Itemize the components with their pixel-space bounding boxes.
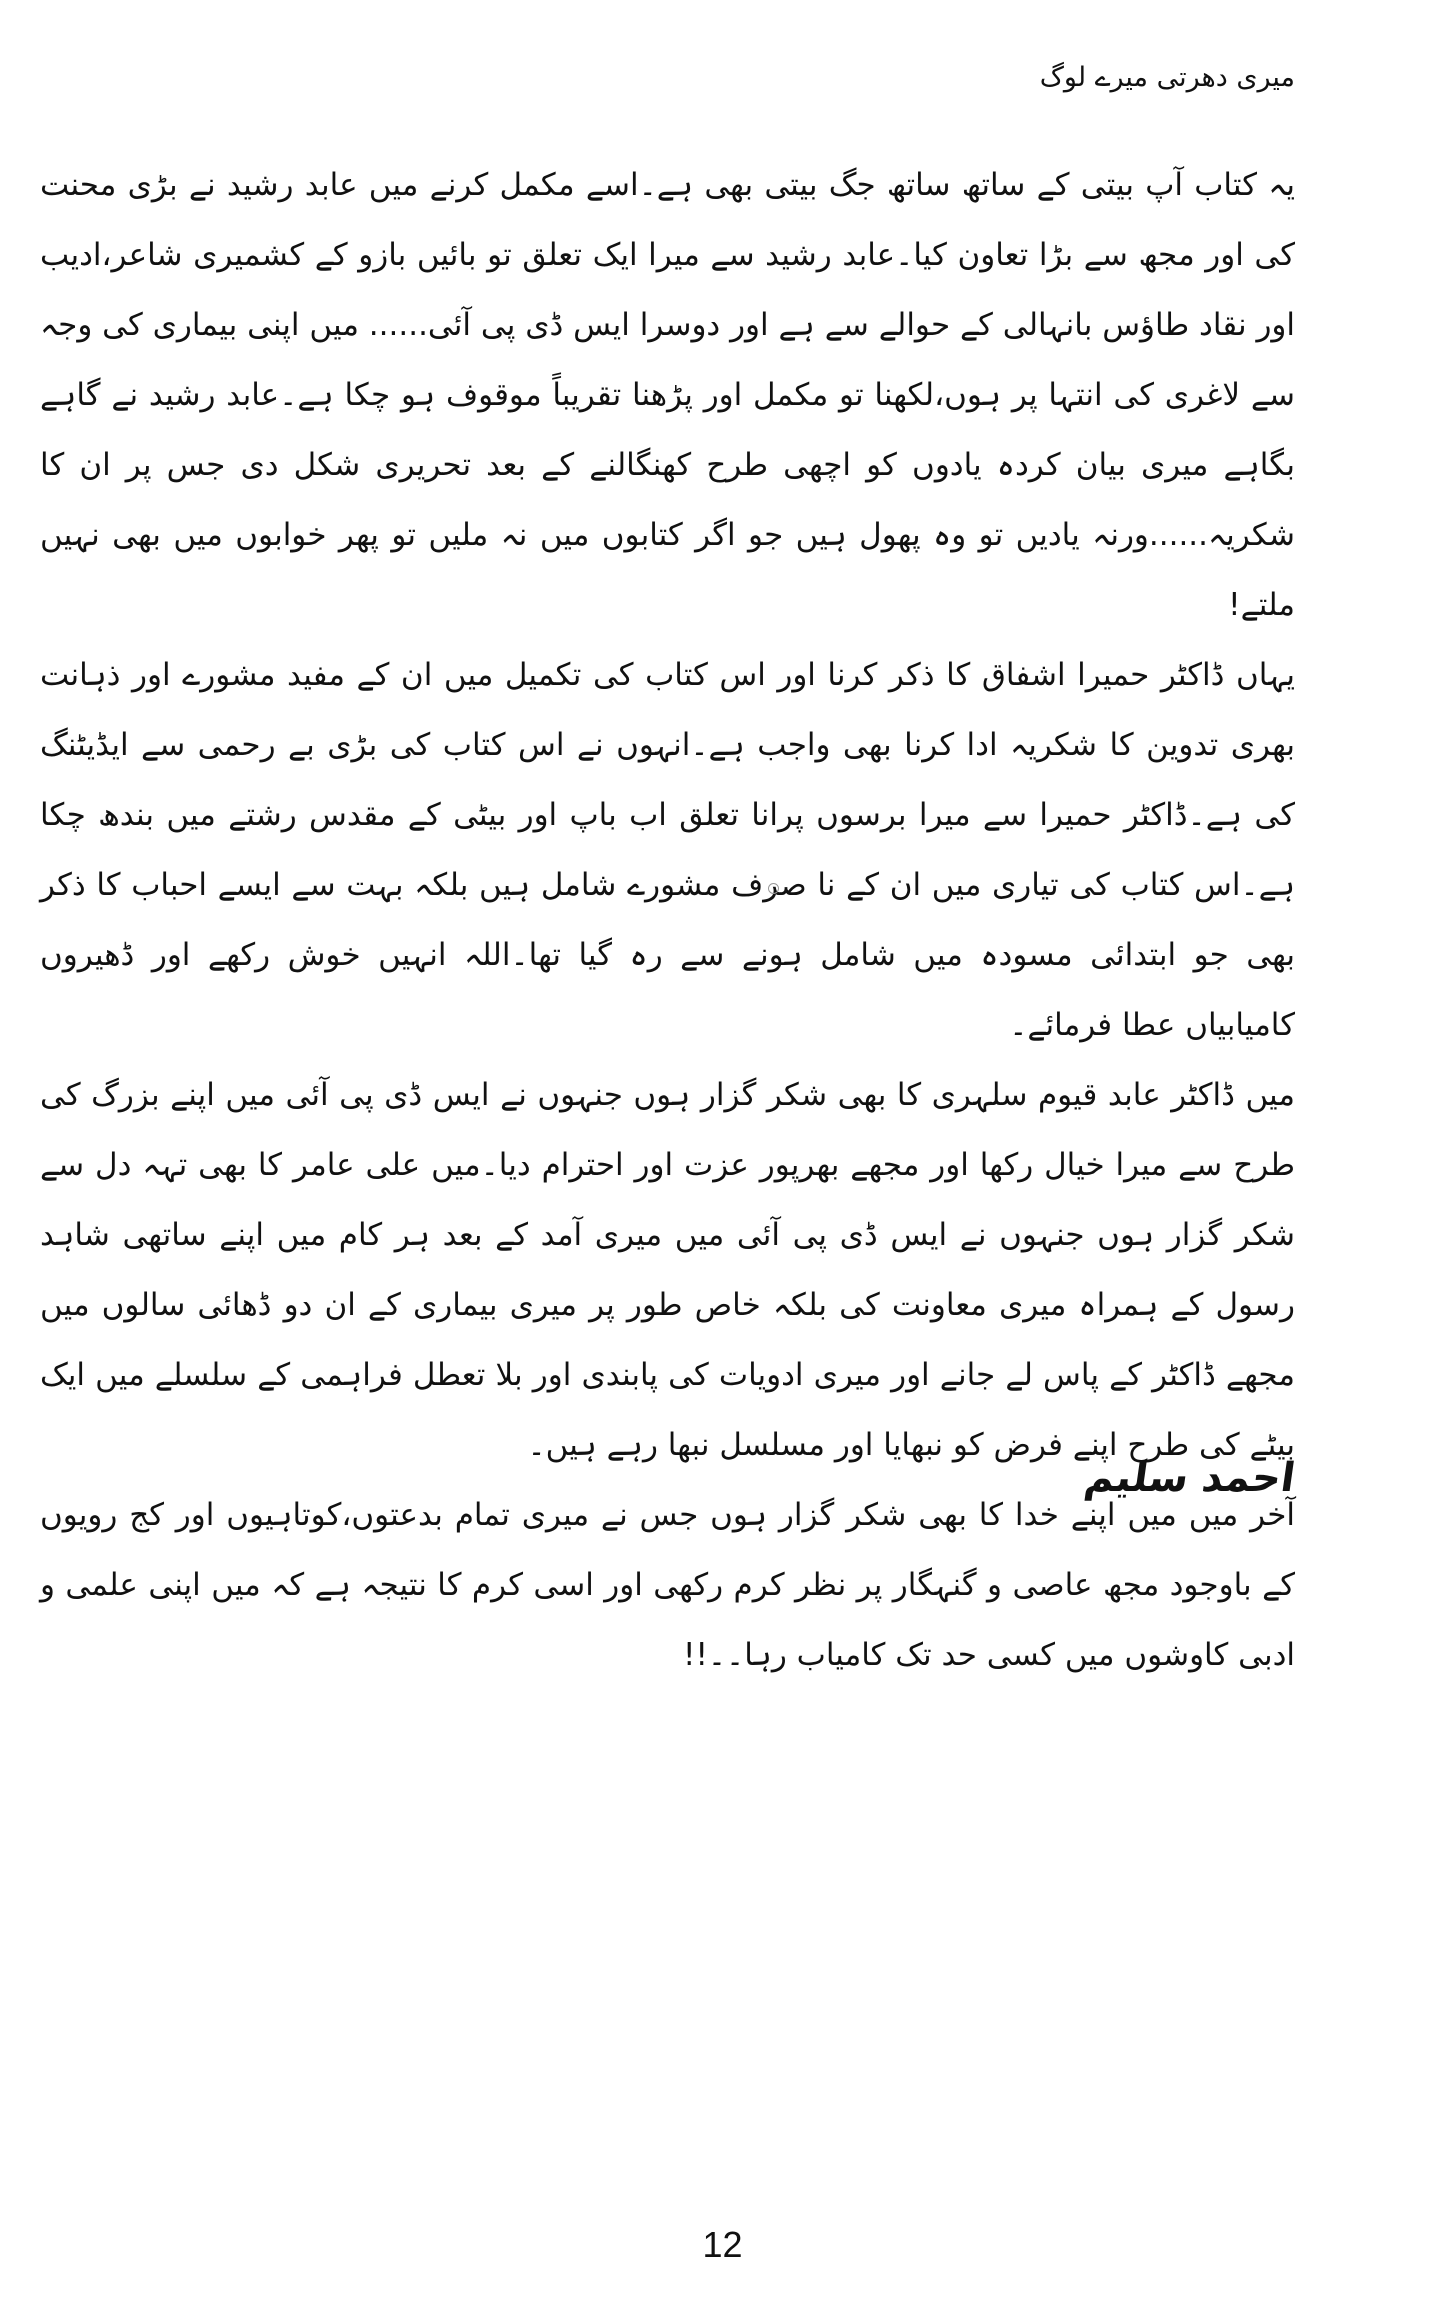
paragraph-4: آخر میں میں اپنے خدا کا بھی شکر گزار ہوں جس نے میری تمام بدعتوں،کوتاہیوں اور کج رویوں کے باوجود مجھ عاصی و گنہگار پر نظر کرم رکھی اور اسی کرم کا نتیجہ ہے کہ میں اپنی علمی و ادبی کاوشوں میں کسی حد تک کامیاب رہا۔۔!! bbox=[40, 1497, 1295, 1673]
paragraph-3: میں ڈاکٹر عابد قیوم سلہری کا بھی شکر گزار ہوں جنہوں نے ایس ڈی پی آئی میں اپنے بزرگ کی طرح سے میرا خیال رکھا اور مجھے بھرپور عزت اور احترام دیا۔میں علی عامر کا بھی تہہ دل سے شکر گزار ہوں جنہوں نے ایس ڈی پی آئی میں میری آمد کے بعد ہر کام میں اپنے ساتھی شاہد رسول کے ہمراہ میری معاونت کی بلکہ خاص طور پر میری بیماری کے ان دو ڈھائی سالوں میں مجھے ڈاکٹر کے پاس لے جانے اور میری ادویات کی پابندی اور بلا تعطل فراہمی کے سلسلے میں ایک بیٹے کی طرح اپنے فرض کو نبھایا اور مسلسل نبھا رہے ہیں۔ bbox=[40, 1077, 1295, 1463]
stray-mark bbox=[768, 883, 779, 894]
author-signature: احمد سلیم bbox=[1082, 1455, 1299, 1501]
page-number: 12 bbox=[702, 2224, 743, 2265]
paragraph-2: یہاں ڈاکٹر حمیرا اشفاق کا ذکر کرنا اور اس کتاب کی تکمیل میں ان کے مفید مشورے اور ذہانت بھری تدوین کا شکریہ ادا کرنا بھی واجب ہے۔انہوں نے اس کتاب کی بڑی بے رحمی سے ایڈیٹنگ کی ہے۔ڈاکٹر حمیرا سے میرا برسوں پرانا تعلق اب باپ اور بیٹی کے مقدس رشتے میں بندھ چکا ہے۔اس کتاب کی تیاری میں ان کے نا صرف مشورے شامل ہیں بلکہ بہت سے ایسے احباب کا ذکر بھی جو ابتدائی مسودہ میں شامل ہونے سے رہ گیا تھا۔اللہ انہیں خوش رکھے اور ڈھیروں کامیابیاں عطا فرمائے۔ bbox=[40, 657, 1295, 1043]
running-header: میری دھرتی میرے لوگ bbox=[1039, 62, 1295, 93]
paragraph-1: یہ کتاب آپ بیتی کے ساتھ ساتھ جگ بیتی بھی ہے۔اسے مکمل کرنے میں عابد رشید نے بڑی محنت کی اور مجھ سے بڑا تعاون کیا۔عابد رشید سے میرا ایک تعلق تو بائیں بازو کے کشمیری شاعر،ادیب اور نقاد طاؤس بانہالی کے حوالے سے ہے اور دوسرا ایس ڈی پی آئی...... میں اپنی بیماری کی وجہ سے لاغری کی انتہا پر ہوں،لکھنا تو مکمل اور پڑھنا تقریباً موقوف ہو چکا ہے۔عابد رشید نے گاہے بگاہے میری بیان کردہ یادوں کو اچھی طرح کھنگالنے کے بعد تحریری شکل دی جس پر ان کا شکریہ......ورنہ یادیں تو وہ پھول ہیں جو اگر کتابوں میں نہ ملیں تو پھر خوابوں میں بھی نہیں ملتے! bbox=[40, 167, 1295, 623]
